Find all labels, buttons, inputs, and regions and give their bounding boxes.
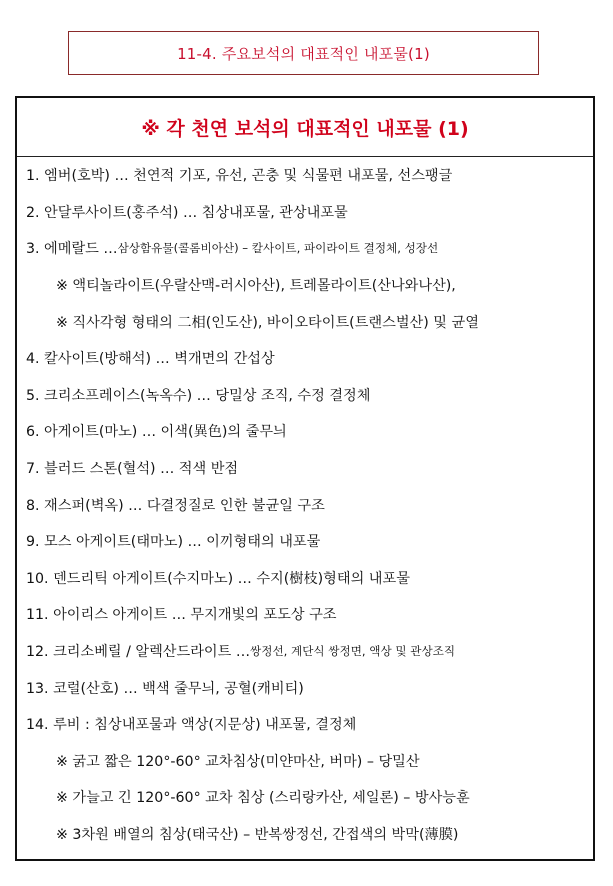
inclusion-list — [17, 157, 593, 852]
list-item — [17, 523, 593, 560]
section-title-row — [17, 98, 593, 157]
note-item — [17, 303, 593, 340]
list-item — [17, 340, 593, 377]
list-item-text: 1. 엠버(호박) … 천연적 기포, 유선, 곤충 및 식물편 내포물, 선스팽글 — [26, 168, 453, 185]
list-item — [17, 157, 593, 194]
list-item — [17, 413, 593, 450]
list-item — [17, 450, 593, 487]
list-item — [17, 669, 593, 706]
list-item-text: 14. 루비 : 침상내포물과 액상(지문상) 내포물, 결정체 — [26, 717, 357, 734]
list-item-text: 6. 아게이트(마노) … 이색(異色)의 줄무늬 — [26, 424, 287, 441]
list-item-text: ※ 직사각형 형태의 二相(인도산), 바이오타이트(트랜스벌산) 및 균열 — [56, 314, 479, 331]
list-item — [17, 486, 593, 523]
list-item-text: ※ 3차원 배열의 침상(태국산) – 반복쌍정선, 간접색의 박막(薄膜) — [56, 826, 459, 843]
list-item — [17, 377, 593, 414]
list-item-text: 9. 모스 아게이트(태마노) … 이끼형태의 내포물 — [26, 534, 321, 551]
list-item-text: 12. 크리소베릴 / 알렉산드라이트 … — [26, 644, 251, 661]
list-item-text: ※ 액티놀라이트(우랄산맥-러시아산), 트레몰라이트(산나와나산), — [56, 278, 456, 295]
list-item-text: 10. 덴드리틱 아게이트(수지마노) … 수지(樹枝)형태의 내포물 — [26, 570, 410, 587]
list-item-text: 4. 칼사이트(방해석) … 벽개면의 간섭상 — [26, 351, 275, 368]
header-box — [68, 31, 539, 75]
list-item-text: ※ 가늘고 긴 120°-60° 교차 침상 (스리랑카산, 세일론) – 방사능훈 — [56, 790, 470, 807]
page-title: 11-4. 주요보석의 대표적인 내포물(1) — [177, 44, 430, 63]
list-item-text: 5. 크리소프레이스(녹옥수) … 당밀상 조직, 수정 결정체 — [26, 387, 371, 404]
note-item — [17, 743, 593, 780]
content-box — [15, 96, 595, 861]
section-title: ※ 각 천연 보석의 대표적인 내포물 (1) — [141, 117, 469, 140]
list-item-text: ※ 굵고 짧은 120°-60° 교차침상(미얀마산, 버마) – 당밀산 — [56, 753, 420, 770]
list-item — [17, 596, 593, 633]
list-item — [17, 194, 593, 231]
list-item-text: 11. 아이리스 아게이트 … 무지개빛의 포도상 구조 — [26, 607, 337, 624]
note-item — [17, 779, 593, 816]
list-item-text: 13. 코럴(산호) … 백색 줄무늬, 공혈(캐비티) — [26, 680, 304, 697]
list-item — [17, 230, 593, 267]
list-item-detail: 삼상함유물(콜롬비아산) – 칼사이트, 파이라이트 결정체, 성장선 — [117, 241, 439, 256]
list-item-text: 7. 블러드 스톤(혈석) … 적색 반점 — [26, 461, 239, 478]
list-item-detail: 쌍정선, 계단식 쌍정면, 액상 및 관상조직 — [250, 644, 456, 659]
note-item — [17, 267, 593, 304]
list-item-text: 8. 재스퍼(벽옥) … 다결정질로 인한 불균일 구조 — [26, 497, 325, 514]
note-item — [17, 816, 593, 853]
list-item-text: 3. 에메랄드 … — [26, 241, 118, 258]
list-item-text: 2. 안달루사이트(홍주석) … 침상내포물, 관상내포물 — [26, 204, 348, 221]
list-item — [17, 633, 593, 670]
list-item — [17, 560, 593, 597]
list-item — [17, 706, 593, 743]
